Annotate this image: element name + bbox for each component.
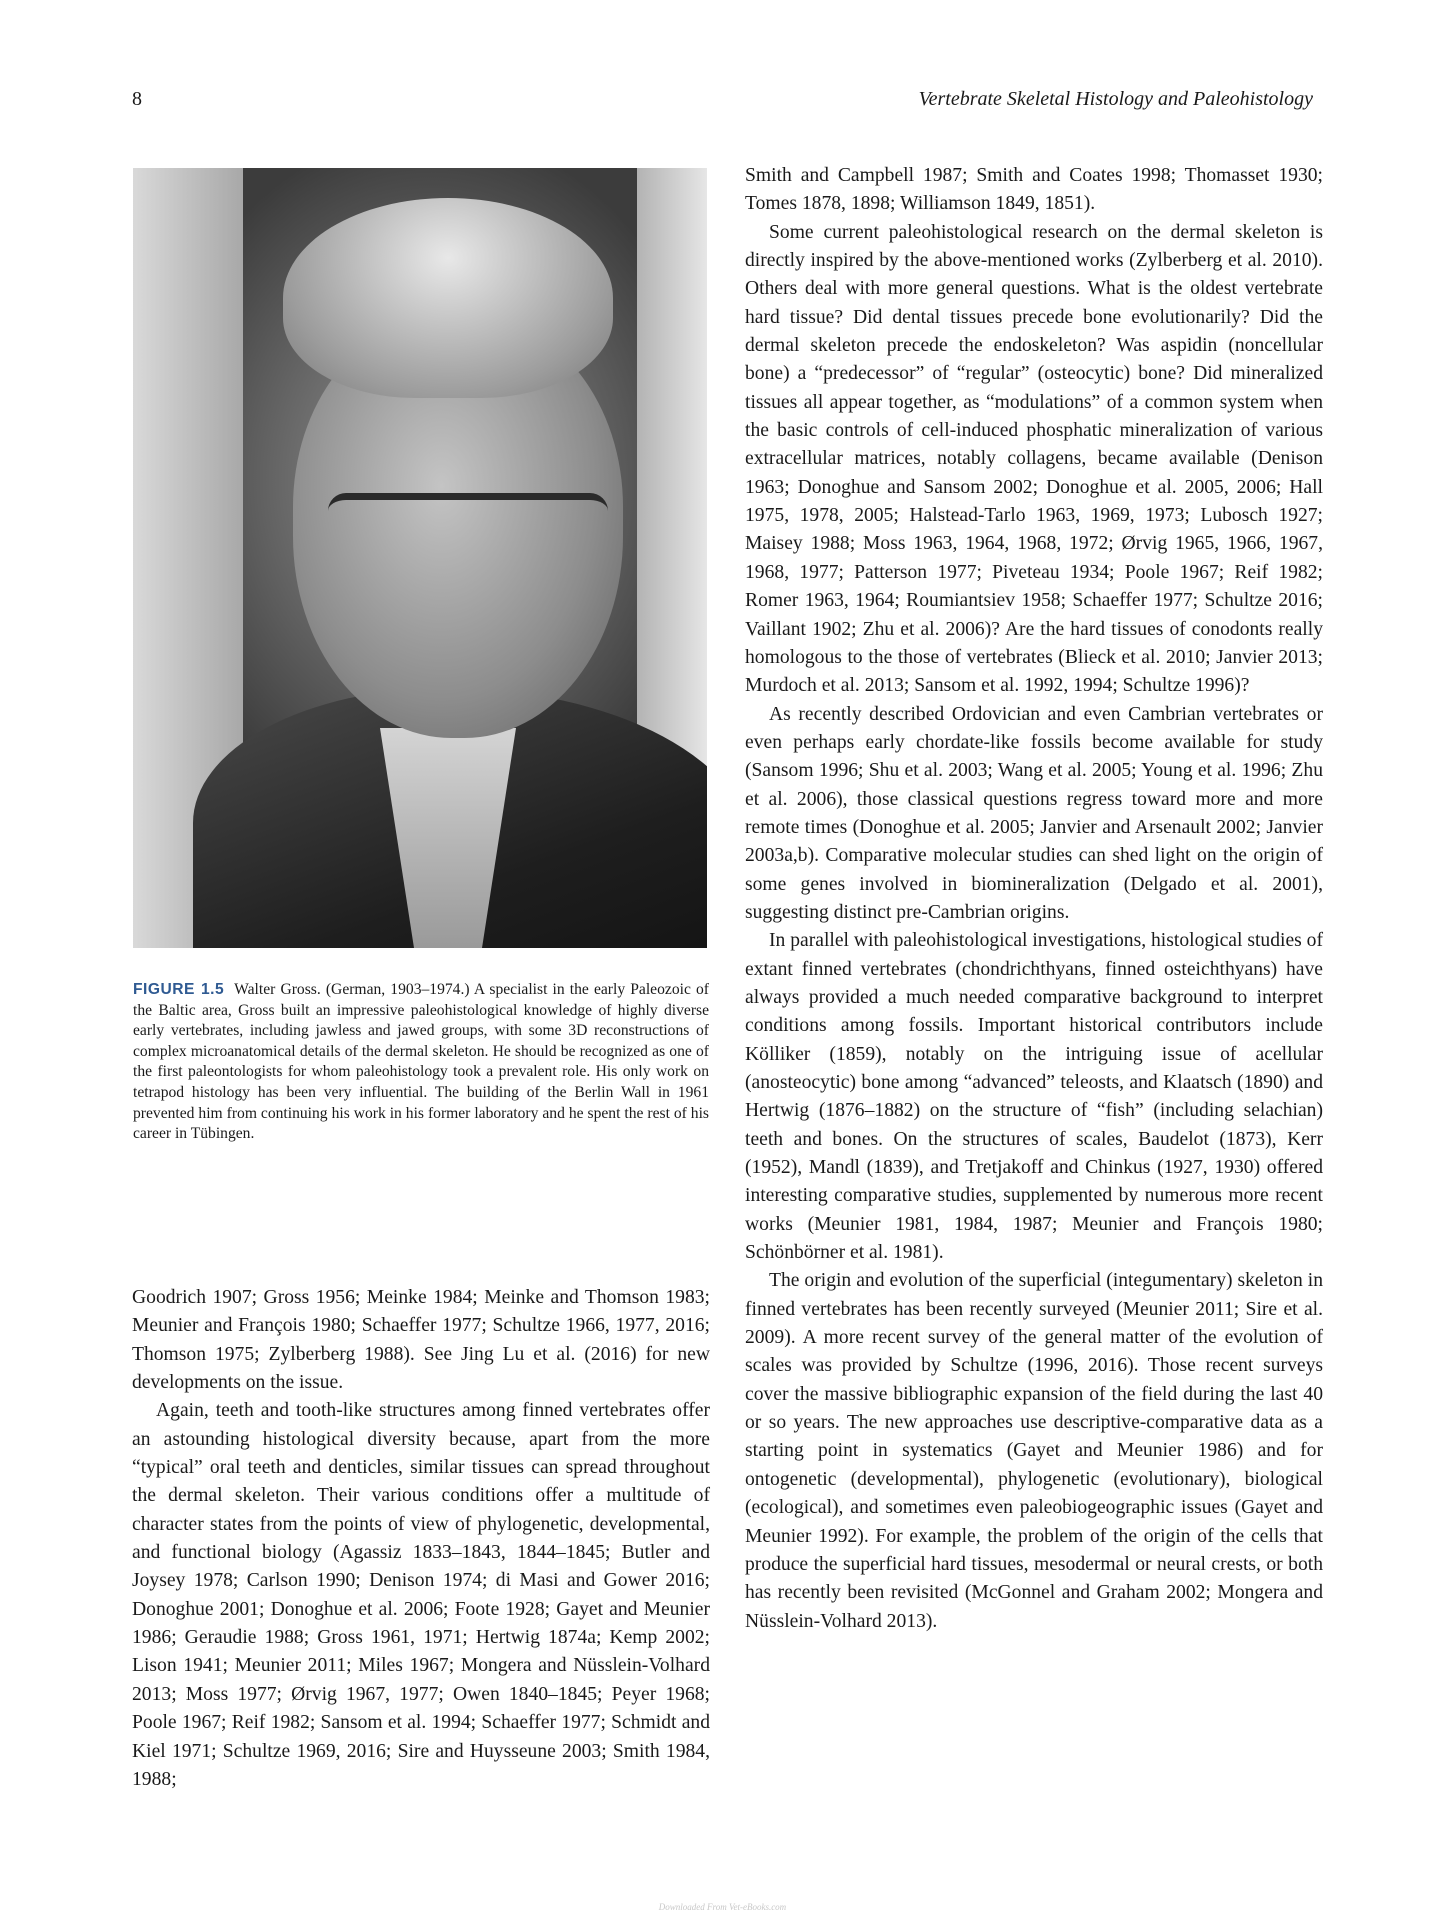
footer-watermark: Downloaded From Vet-eBooks.com <box>658 1902 787 1912</box>
paragraph: In parallel with paleohistological investigations, histological studies of extant finned vertebrates (chondrichthyans, finned osteichthyans) have always provided a much needed comparative background to interpret conditions among fossils. Important historical contributors include Kölliker (1859), notably on the intriguing issue of acellular (anosteocytic) bone among “advanced” teleosts, and Klaatsch (1890) and Hertwig (1876–1882) on the structure of “fish” (including selachian) teeth and bones. On the structures of scales, Baudelot (1873), Kerr (1952), Mandl (1839), and Tretjakoff and Chinkus (1927, 1930) offered interesting comparative studies, supplemented by numerous more recent works (Meunier 1981, 1984, 1987; Meunier and François 1980; Schönbörner et al. 1981). <box>745 930 1323 1264</box>
paragraph: Some current paleohistological research on the dermal skeleton is directly inspired by the above-mentioned works (Zylberberg et al. 2010). Others deal with more general questions. What is the oldest vertebrate hard tissue? Did dental tissues precede bone evolutionarily? Did the dermal skeleton precede the endoskeleton? Was aspidin (noncellular bone) a “predecessor” of “regular” (osteocytic) bone? Did mineralized tissues all appear together, as “modulations” of a common system when the basic controls of cell-induced phosphatic mineralization of various extracellular matrices, notably collagens, became available (Denison 1963; Donoghue and Sansom 2002; Donoghue et al. 2005, 2006; Hall 1975, 1978, 2005; Halstead-Tarlo 1963, 1969, 1973; Lubosch 1927; Maisey 1988; Moss 1963, 1964, 1968, 1972; Ørvig 1965, 1966, 1967, 1968, 1977; Patterson 1977; Piveteau 1934; Poole 1967; Reif 1982; Romer 1963, 1964; Roumiantsiev 1958; Schaeffer 1977; Schultze 2016; Vaillant 1902; Zhu et al. 2006)? Are the hard tissues of conodonts really homologous to the those of vertebrates (Blieck et al. 2010; Janvier 2013; Murdoch et al. 2013; Sansom et al. 1992, 1994; Schultze 1996)? <box>745 221 1323 697</box>
figure-label: FIGURE 1.5 <box>133 981 225 998</box>
paragraph: The origin and evolution of the superficial (integumentary) skeleton in finned vertebrates has been recently surveyed (Meunier 2011; Sire et al. 2009). A more recent survey of the general matter of the evolution of scales was provided by Schultze (1996, 2016). Those recent surveys cover the massive bibliographic expansion of the field during the last 40 or so years. The new approaches use descriptive-comparative data as a starting point in systematics (Gayet and Meunier 1986) and for ontogenetic (developmental), phylogenetic (evolutionary), biological (ecological), and sometimes even paleobiogeographic issues (Gayet and Meunier 1992). For example, the problem of the origin of the cells that produce the superficial hard tissues, mesodermal or neural crests, or both has recently been revisited (McGonnel and Graham 2002; Mongera and Nüsslein-Volhard 2013). <box>745 1270 1323 1632</box>
page-number: 8 <box>132 88 142 110</box>
left-column <box>132 1284 710 1794</box>
right-column <box>745 162 1323 1636</box>
figure-caption-text: Walter Gross. (German, 1903–1974.) A specialist in the early Paleozoic of the Baltic area, Gross built an impressive paleohistological knowledge of highly diverse early vertebrates, including jawless and jawed groups, with some 3D reconstructions of complex microanatomical details of the dermal skeleton. He should be recognized as one of the first paleontologists for whom paleohistology took a prevalent role. His only work on tetrapod histology has been very influential. The building of the Berlin Wall in 1961 prevented him from continuing his work in his former laboratory and he spent the rest of his career in Tübingen. <box>133 981 709 1143</box>
running-head: Vertebrate Skeletal Histology and Paleohistology <box>918 88 1313 110</box>
paragraph: Again, teeth and tooth-like structures among finned vertebrates offer an astounding histological diversity because, apart from the more “typical” oral teeth and denticles, similar tissues can spread throughout the dermal skeleton. Their various conditions offer a multitude of character states from the points of view of phylogenetic, developmental, and functional biology (Agassiz 1833–1843, 1844–1845; Butler and Joysey 1978; Carlson 1990; Denison 1974; di Masi and Gower 2016; Donoghue 2001; Donoghue et al. 2006; Foote 1928; Gayet and Meunier 1986; Geraudie 1988; Gross 1961, 1971; Hertwig 1874a; Kemp 2002; Lison 1941; Meunier 2011; Miles 1967; Mongera and Nüsslein-Volhard 2013; Moss 1977; Ørvig 1967, 1977; Owen 1840–1845; Peyer 1968; Poole 1967; Reif 1982; Sansom et al. 1994; Schaeffer 1977; Schmidt and Kiel 1971; Schultze 1969, 2016; Sire and Huysseune 2003; Smith 1984, 1988; <box>132 1400 710 1790</box>
figure-photo <box>133 168 707 948</box>
paragraph: Smith and Campbell 1987; Smith and Coates 1998; Thomasset 1930; Tomes 1878, 1898; Williamson 1849, 1851). <box>745 165 1323 215</box>
paragraph: Goodrich 1907; Gross 1956; Meinke 1984; Meinke and Thomson 1983; Meunier and François 1980; Schaeffer 1977; Schultze 1966, 1977, 2016; Thomson 1975; Zylberberg 1988). See Jing Lu et al. (2016) for new developments on the issue. <box>132 1287 710 1394</box>
figure-caption <box>133 980 709 1145</box>
paragraph: As recently described Ordovician and even Cambrian vertebrates or even perhaps early chordate-like fossils become available for study (Sansom 1996; Shu et al. 2003; Wang et al. 2005; Young et al. 1996; Zhu et al. 2006), those classical questions regress toward more and more remote times (Donoghue et al. 2005; Janvier and Arsenault 2002; Janvier 2003a,b). Comparative molecular studies can shed light on the origin of some genes involved in biomineralization (Delgado et al. 2001), suggesting distinct pre-Cambrian origins. <box>745 703 1323 923</box>
